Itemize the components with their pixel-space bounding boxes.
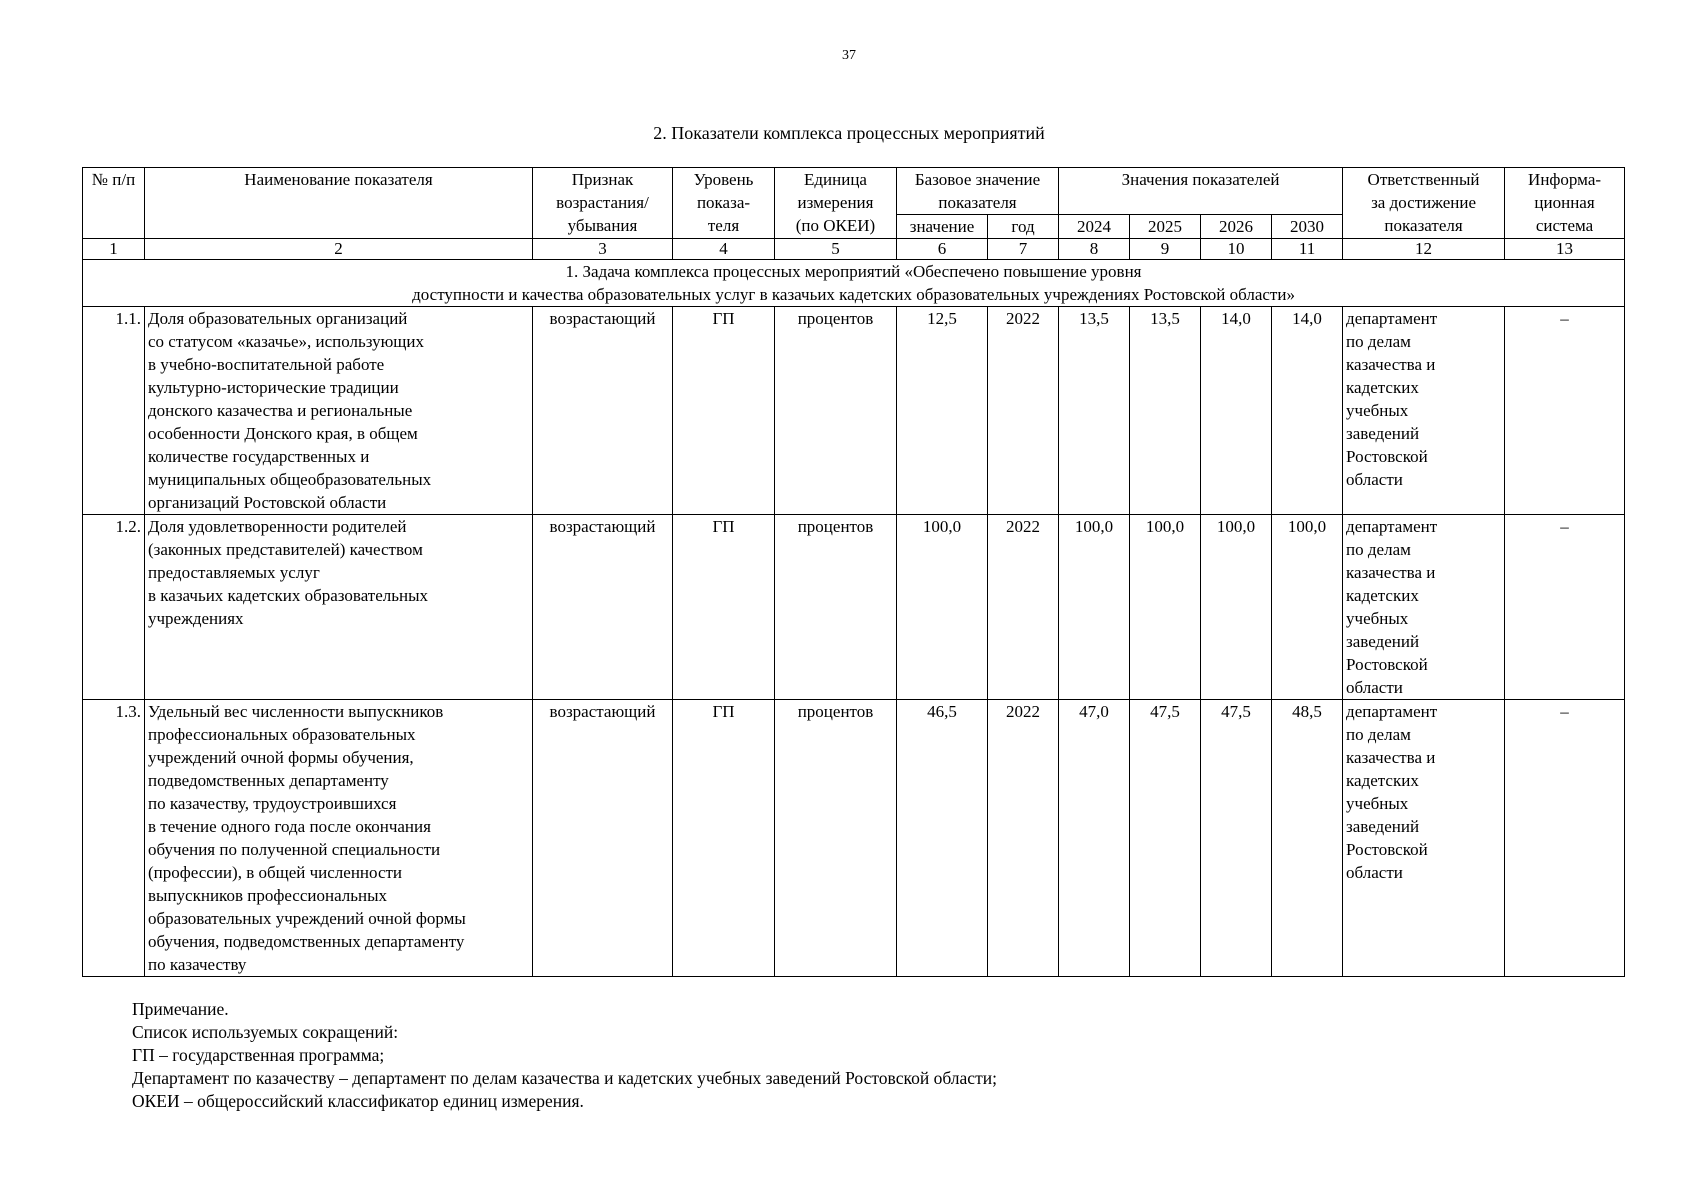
header-row [83,168,1625,215]
row-unit: процентов [775,700,897,977]
note-line: ГП – государственная программа; [132,1045,385,1065]
header-year-2026: 2026 [1201,215,1272,239]
header-year-2025: 2025 [1130,215,1201,239]
col-number: 13 [1505,239,1625,260]
header-responsible: Ответственный за достижение показателя [1343,168,1505,239]
row-name: Удельный вес численности выпускников профессиональных образовательных учреждений очной формы обучения, подведомственных департаменту по казачеству, трудоустроившихся в течение одного года после окончания обучения по полученной специальности (профессии), в общей численности выпускников профессиональных образовательных учреждений очной формы обучения, подведомственных департаменту по казачеству [145,700,533,977]
indicators-table [82,167,1625,977]
row-value-2024: 13,5 [1059,307,1130,515]
table-row [83,700,1625,977]
row-value-2025: 100,0 [1130,515,1201,700]
header-sign: Признак возрастания/ убывания [533,168,673,239]
header-level: Уровень показа- теля [673,168,775,239]
col-number: 3 [533,239,673,260]
row-name: Доля удовлетворенности родителей (законных представителей) качеством предоставляемых услуг в казачьих кадетских образовательных учреждениях [145,515,533,700]
column-numbers-row [83,239,1625,260]
row-responsible: департамент по делам казачества и кадетских учебных заведений Ростовской области [1343,515,1505,700]
task-title: 1. Задача комплекса процессных мероприятий «Обеспечено повышение уровня доступности и качества образовательных услуг в казачьих кадетских образовательных учреждениях Ростовской области» [83,260,1625,307]
row-sign: возрастающий [533,700,673,977]
table-row [83,307,1625,515]
header-name: Наименование показателя [145,168,533,239]
row-responsible: департамент по делам казачества и кадетских учебных заведений Ростовской области [1343,307,1505,515]
row-info-system: – [1505,307,1625,515]
header-values: Значения показателей [1059,168,1343,215]
col-number: 2 [145,239,533,260]
notes [132,998,997,1113]
note-line: Список используемых сокращений: [132,1022,399,1042]
header-base-value: значение [897,215,988,239]
row-value-2026: 14,0 [1201,307,1272,515]
row-num: 1.1. [83,307,145,515]
header-base-year: год [988,215,1059,239]
col-number: 10 [1201,239,1272,260]
row-level: ГП [673,700,775,977]
row-value-2026: 100,0 [1201,515,1272,700]
header-num: № п/п [83,168,145,239]
row-value-2024: 47,0 [1059,700,1130,977]
row-base-value: 100,0 [897,515,988,700]
col-number: 11 [1272,239,1343,260]
col-number: 4 [673,239,775,260]
task-row [83,260,1625,307]
note-line: Департамент по казачеству – департамент по делам казачества и кадетских учебных заведений Ростовской области; [132,1068,997,1088]
header-year-2024: 2024 [1059,215,1130,239]
row-value-2025: 47,5 [1130,700,1201,977]
header-year-2030: 2030 [1272,215,1343,239]
row-value-2024: 100,0 [1059,515,1130,700]
col-number: 8 [1059,239,1130,260]
row-value-2030: 14,0 [1272,307,1343,515]
row-num: 1.2. [83,515,145,700]
row-info-system: – [1505,700,1625,977]
row-responsible: департамент по делам казачества и кадетских учебных заведений Ростовской области [1343,700,1505,977]
section-title: 2. Показатели комплекса процессных мероприятий [653,123,1045,143]
col-number: 9 [1130,239,1201,260]
row-value-2030: 100,0 [1272,515,1343,700]
row-sign: возрастающий [533,515,673,700]
col-number: 5 [775,239,897,260]
col-number: 12 [1343,239,1505,260]
note-heading: Примечание. [132,999,229,1019]
row-name: Доля образовательных организаций со статусом «казачье», использующих в учебно-воспитательной работе культурно-исторические традиции донского казачества и региональные особенности Донского края, в общем количестве государственных и муниципальных общеобразовательных организаций Ростовской области [145,307,533,515]
col-number: 1 [83,239,145,260]
note-line: ОКЕИ – общероссийский классификатор единиц измерения. [132,1091,584,1111]
row-level: ГП [673,515,775,700]
row-value-2025: 13,5 [1130,307,1201,515]
row-base-year: 2022 [988,700,1059,977]
row-num: 1.3. [83,700,145,977]
row-info-system: – [1505,515,1625,700]
row-unit: процентов [775,515,897,700]
header-unit: Единица измерения (по ОКЕИ) [775,168,897,239]
row-value-2026: 47,5 [1201,700,1272,977]
row-base-value: 46,5 [897,700,988,977]
col-number: 6 [897,239,988,260]
row-base-year: 2022 [988,307,1059,515]
row-level: ГП [673,307,775,515]
header-base: Базовое значение показателя [897,168,1059,215]
row-base-value: 12,5 [897,307,988,515]
page-number: 37 [842,48,856,63]
row-value-2030: 48,5 [1272,700,1343,977]
row-sign: возрастающий [533,307,673,515]
row-unit: процентов [775,307,897,515]
table-row [83,515,1625,700]
col-number: 7 [988,239,1059,260]
header-info-system: Информа- ционная система [1505,168,1625,239]
row-base-year: 2022 [988,515,1059,700]
